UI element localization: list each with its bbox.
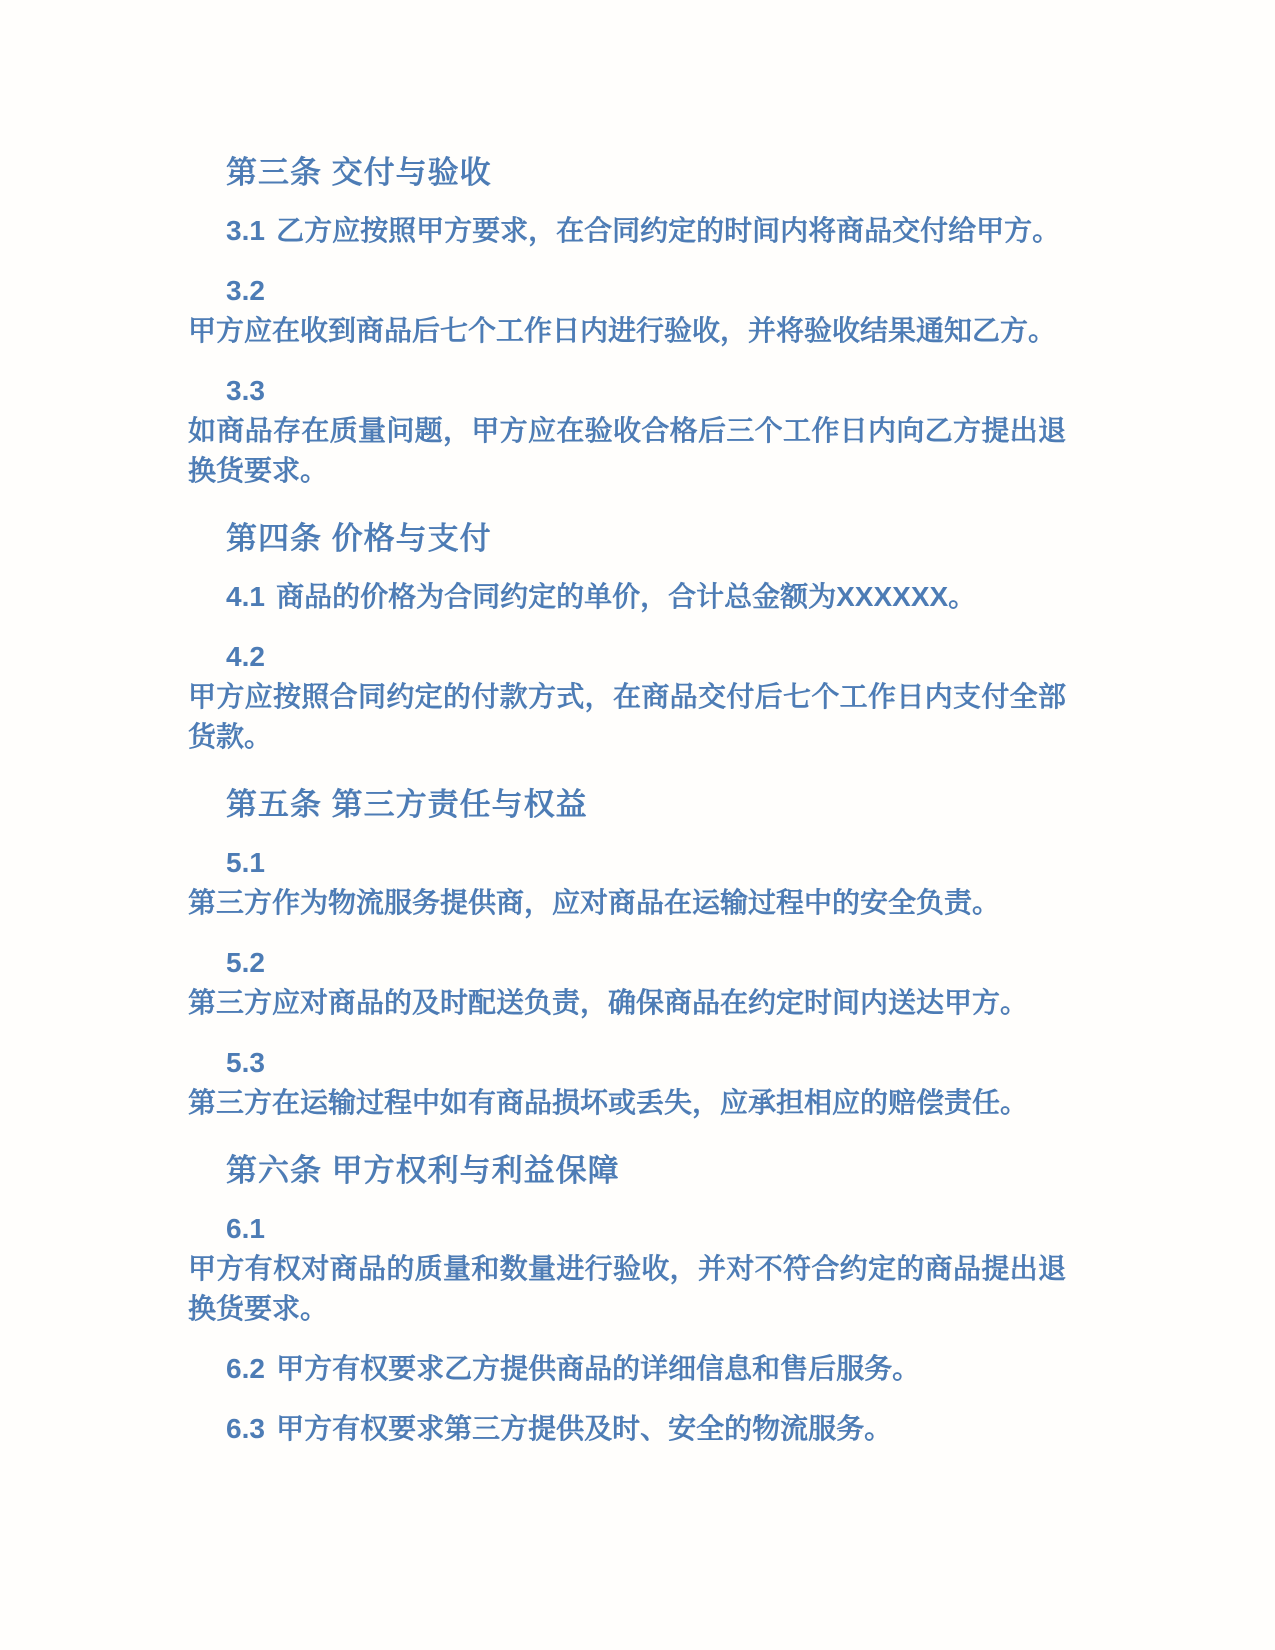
section-heading-article-5: 第五条 第三方责任与权益 [226,787,588,822]
clause-number: 3.3 [226,375,265,406]
clause-text: 第三方应对商品的及时配送负责，确保商品在约定时间内送达甲方。 [188,987,1029,1018]
clause-text: 如商品存在质量问题，甲方应在验收合格后三个工作日内向乙方提出退换货要求。 [188,415,1066,486]
clause-3-1 [188,211,1066,251]
contract-content [188,149,1066,1449]
clause-text: 乙方应按照甲方要求，在合同约定的时间内将商品交付给甲方。 [276,215,1061,246]
clause-text: 甲方应在收到商品后七个工作日内进行验收，并将验收结果通知乙方。 [188,315,1057,346]
clause-number: 5.3 [226,1047,265,1078]
clause-6-1 [188,1209,1066,1329]
clause-text: 甲方有权要求乙方提供商品的详细信息和售后服务。 [276,1353,921,1384]
clause-number: 6.1 [226,1213,265,1244]
clause-text: 第三方作为物流服务提供商，应对商品在运输过程中的安全负责。 [188,887,1001,918]
section-heading-article-3: 第三条 交付与验收 [226,155,492,190]
clause-3-3 [188,371,1066,491]
clause-5-2 [188,943,1066,1023]
clause-number: 3.1 [226,215,265,246]
clause-number: 4.1 [226,581,265,612]
clause-text: 商品的价格为合同约定的单价，合计总金额为XXXXXX。 [276,581,977,612]
clause-5-3 [188,1043,1066,1123]
clause-text: 甲方有权要求第三方提供及时、安全的物流服务。 [276,1413,893,1444]
clause-6-2 [188,1349,1066,1389]
clause-3-2 [188,271,1066,351]
clause-number: 3.2 [226,275,265,306]
clause-5-1 [188,843,1066,923]
clause-4-2 [188,637,1066,757]
clause-text: 甲方应按照合同约定的付款方式，在商品交付后七个工作日内支付全部货款。 [188,681,1066,752]
section-heading-article-4: 第四条 价格与支付 [226,521,492,556]
clause-number: 6.2 [226,1353,265,1384]
clause-text: 第三方在运输过程中如有商品损坏或丢失，应承担相应的赔偿责任。 [188,1087,1029,1118]
clause-4-1 [188,577,1066,617]
clause-number: 5.1 [226,847,265,878]
clause-number: 4.2 [226,641,265,672]
clause-number: 5.2 [226,947,265,978]
clause-6-3 [188,1409,1066,1449]
section-heading-article-6: 第六条 甲方权利与利益保障 [226,1153,620,1188]
clause-number: 6.3 [226,1413,265,1444]
clause-text: 甲方有权对商品的质量和数量进行验收，并对不符合约定的商品提出退换货要求。 [188,1253,1066,1324]
